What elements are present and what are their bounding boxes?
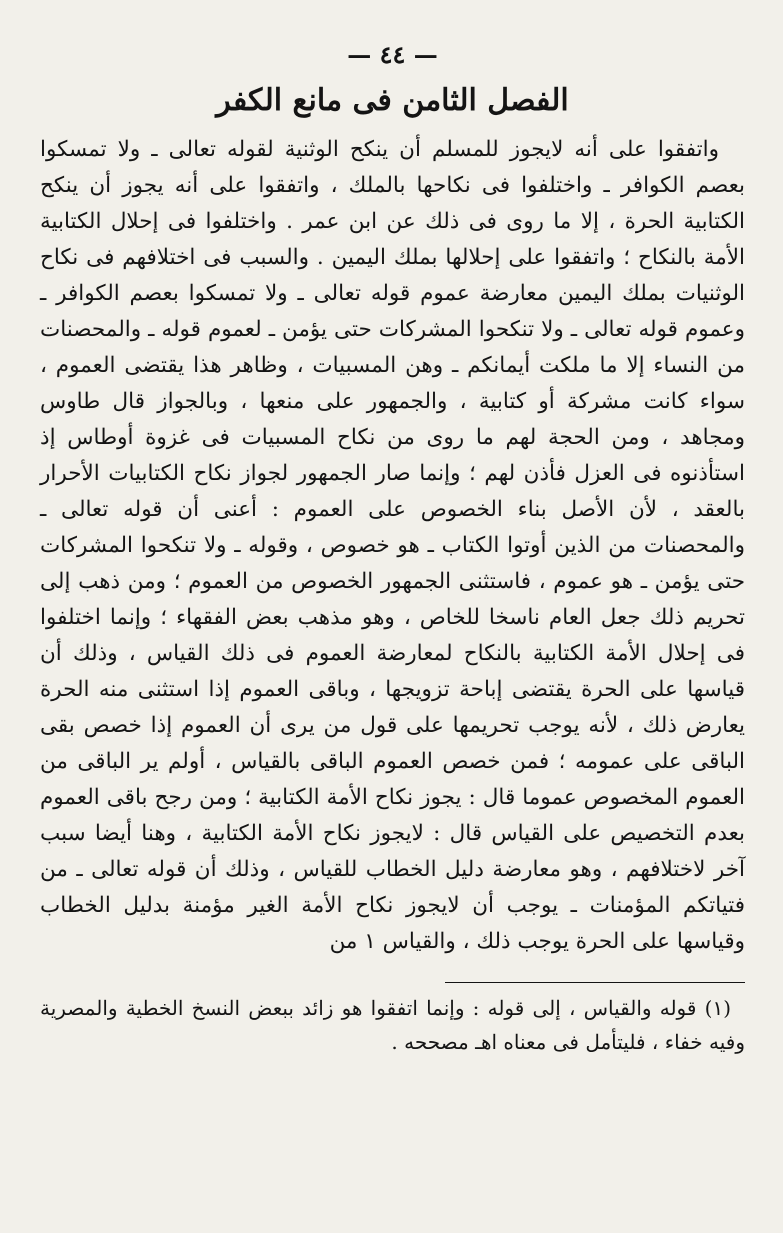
- footnotes: [40, 991, 745, 1059]
- footnote-1: (١) قوله والقياس ، إلى قوله : وإنما اتفقوا هو زائد ببعض النسخ الخطية والمصرية وفيه خفاء ، فليتأمل فى معناه اهـ مصححه .: [40, 996, 745, 1054]
- body-paragraph: واتفقوا على أنه لايجوز للمسلم أن ينكح الوثنية لقوله تعالى ـ ولا تمسكوا بعصم الكوافر ـ واختلفوا فى نكاحها بالملك ، واتفقوا على أنه يجوز أن ينكح الكتابية الحرة ، إلا ما روى فى ذلك عن ابن عمر . واختلفوا فى إحلال الكتابية الأمة بالنكاح ؛ واتفقوا على إحلالها بملك اليمين . والسبب فى اختلافهم فى نكاح الوثنيات بملك اليمين معارضة عموم قوله تعالى ـ ولا تمسكوا بعصم الكوافر ـ وعموم قوله تعالى ـ ولا تنكحوا المشركات حتى يؤمن ـ لعموم قوله ـ والمحصنات من النساء إلا ما ملكت أيمانكم ـ وهن المسبيات ، وظاهر هذا يقتضى العموم ، سواء كانت مشركة أو كتابية ، والجمهور على منعها ، وبالجواز قال طاوس ومجاهد ، ومن الحجة لهم ما روى من نكاح المسبيات فى غزوة أوطاس إذ استأذنوه فى العزل فأذن لهم ؛ وإنما صار الجمهور لجواز نكاح الكتابيات الأحرار بالعقد ، لأن الأصل بناء الخصوص على العموم : أعنى أن قوله تعالى ـ والمحصنات من الذين أوتوا الكتاب ـ هو خصوص ، وقوله ـ ولا تنكحوا المشركات حتى يؤمن ـ هو عموم ، فاستثنى الجمهور الخصوص من العموم ؛ ومن ذهب إلى تحريم ذلك جعل العام ناسخا للخاص ، وهو مذهب بعض الفقهاء ؛ وإنما اختلفوا فى إحلال الأمة الكتابية بالنكاح لمعارضة العموم فى ذلك القياس ، وذلك أن قياسها على الحرة يقتضى إباحة تزويجها ، وباقى العموم إذا استثنى منه الحرة يعارض ذلك ، لأنه يوجب تحريمها على قول من يرى أن العموم إذا خصص بقى الباقى على عمومه ؛ فمن خصص العموم الباقى بالقياس ، أولم ير الباقى من العموم المخصوص عموما قال : يجوز نكاح الأمة الكتابية ؛ ومن رجح باقى العموم بعدم التخصيص على القياس قال : لايجوز نكاح الأمة الكتابية ، وهنا أيضا سبب آخر لاختلافهم ، وهو معارضة دليل الخطاب للقياس ، وذلك أن قوله تعالى ـ من فتياتكم المؤمنات ـ يوجب أن لايجوز نكاح الأمة الغير مؤمنة بدليل الخطاب وقياسها على الحرة يوجب ذلك ، والقياس ١ من: [40, 137, 745, 954]
- main-text: [40, 132, 745, 960]
- footnote-divider: [445, 982, 745, 983]
- page-number: — ٤٤ —: [347, 40, 438, 69]
- chapter-title: الفصل الثامن فى مانع الكفر: [216, 83, 569, 118]
